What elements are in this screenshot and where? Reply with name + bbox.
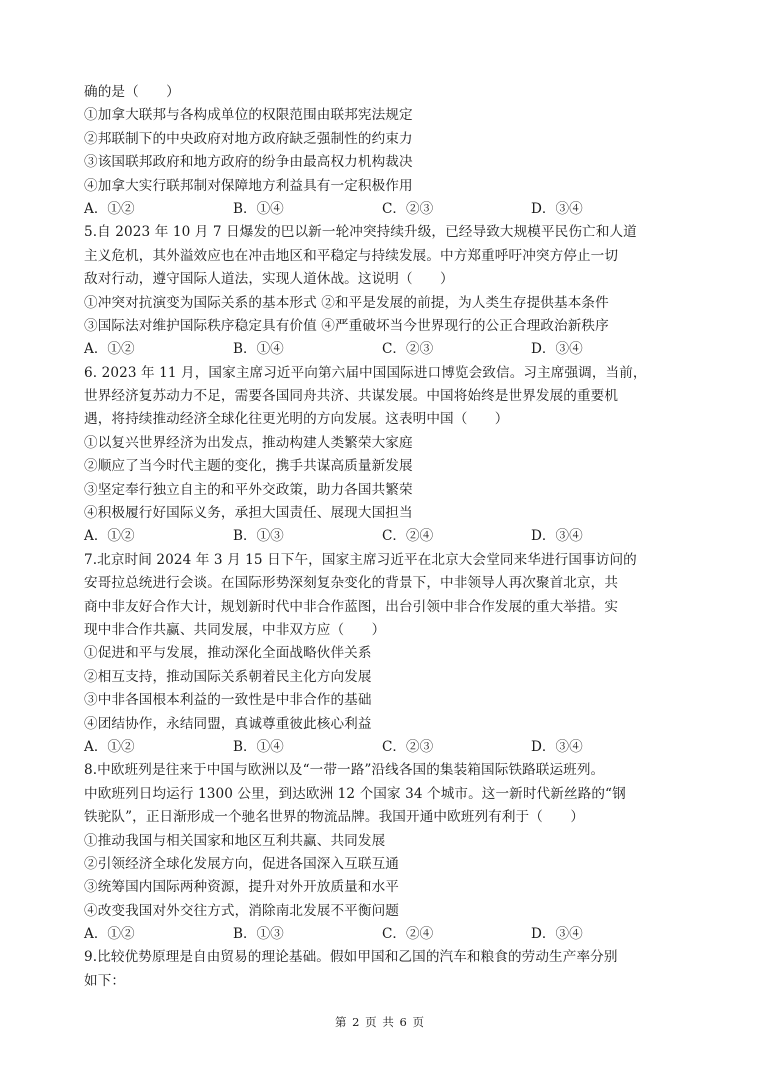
option-a: A．①② xyxy=(84,738,135,755)
question-6-stem-line: 遇，将持续推动经济全球化往更光明的方向发展。这表明中国（ ） xyxy=(84,411,509,428)
question-5-stem-line: 5.自 2023 年 10 月 7 日爆发的巴以新一轮冲突持续升级，已经导致大规模平民伤亡和人道 xyxy=(84,224,637,241)
statement-1: ①推动我国与相关国家和地区互利共赢、共同发展 xyxy=(84,832,386,849)
answer-options xyxy=(84,198,680,221)
option-c: C．②③ xyxy=(382,738,434,755)
option-a: A．①② xyxy=(84,926,135,943)
option-b: B．①④ xyxy=(233,738,284,755)
statement-2: ②顺应了当今时代主题的变化，携手共谋高质量新发展 xyxy=(84,458,413,475)
question-6-stem-line: 6. 2023 年 11 月，国家主席习近平向第六届中国国际进口博览会致信。习主席强调，当前， xyxy=(84,364,647,381)
statements-1-2: ①冲突对抗演变为国际关系的基本形式 ②和平是发展的前提，为人类生存提供基本条件 xyxy=(84,294,609,311)
question-4-stem-end: 确的是（ ） xyxy=(84,84,180,100)
statement-3: ③坚定奉行独立自主的和平外交政策，助力各国共繁荣 xyxy=(84,481,413,498)
option-c: C．②③ xyxy=(382,341,434,358)
statement-4: ④改变我国对外交往方式，消除南北发展不平衡问题 xyxy=(84,902,399,919)
statement-2: ②相互支持，推动国际关系朝着民主化方向发展 xyxy=(84,668,372,685)
statement-4: ④积极履行好国际义务，承担大国责任、展现大国担当 xyxy=(84,505,413,522)
statement-2: ②邦联制下的中央政府对地方政府缺乏强制性的约束力 xyxy=(84,130,413,147)
question-8-stem-line: 中欧班列日均运行 1300 公里，到达欧洲 12 个国家 34 个城市。这一新时代新丝路的“钢 xyxy=(84,785,626,802)
statement-1: ①加拿大联邦与各构成单位的权限范围由联邦宪法规定 xyxy=(84,107,413,124)
answer-options xyxy=(84,736,680,759)
page-number-footer: 第 2 页 共 6 页 xyxy=(335,1015,425,1029)
option-b: B．①③ xyxy=(233,528,284,545)
question-7-stem-line: 安哥拉总统进行会谈。在国际形势深刻复杂变化的背景下，中非领导人再次聚首北京，共 xyxy=(84,575,619,592)
question-8-stem-line: 铁驼队”，正日渐形成一个驰名世界的物流品牌。我国开通中欧班列有利于（ ） xyxy=(84,809,585,826)
option-b: B．①④ xyxy=(233,341,284,358)
question-5-stem-line: 主义危机，其外溢效应也在冲击地区和平稳定与持续发展。中方郑重呼吁冲突方停止一切 xyxy=(84,247,619,264)
answer-options xyxy=(84,923,680,946)
option-d: D．③④ xyxy=(531,528,583,545)
option-c: C．②③ xyxy=(382,200,434,217)
question-6-stem-line: 世界经济复苏动力不足，需要各国同舟共济、共谋发展。中国将始终是世界发展的重要机 xyxy=(84,388,619,405)
question-5-stem-line: 敌对行动，遵守国际人道法，实现人道休战。这说明（ ） xyxy=(84,271,454,288)
statement-2: ②引领经济全球化发展方向，促进各国深入互联互通 xyxy=(84,855,399,872)
option-c: C．②④ xyxy=(382,528,434,545)
question-4 xyxy=(84,81,680,221)
question-7-stem-line: 商中非友好合作大计，规划新时代中非合作蓝图，出台引领中非合作发展的重大举措。实 xyxy=(84,598,619,615)
option-b: B．①③ xyxy=(233,926,284,943)
question-9-stem-line: 9.比较优势原理是自由贸易的理论基础。假如甲国和乙国的汽车和粮食的劳动生产率分别 xyxy=(84,949,618,966)
question-7 xyxy=(84,549,680,760)
option-a: A．①② xyxy=(84,528,135,545)
statement-3: ③该国联邦政府和地方政府的纷争由最高权力机构裁决 xyxy=(84,154,413,171)
statement-4: ④团结协作，永结同盟，真诚尊重彼此核心利益 xyxy=(84,715,372,732)
statement-1: ①促进和平与发展，推动深化全面战略伙伴关系 xyxy=(84,645,372,662)
question-6 xyxy=(84,362,680,549)
statement-1: ①以复兴世界经济为出发点，推动构建人类繁荣大家庭 xyxy=(84,434,413,451)
question-9-stem-line: 如下： xyxy=(84,972,126,989)
option-d: D．③④ xyxy=(531,926,583,943)
statements-3-4: ③国际法对维护国际秩序稳定具有价值 ④严重破坏当今世界现行的公正合理政治新秩序 xyxy=(84,317,609,334)
option-a: A．①② xyxy=(84,341,135,358)
option-d: D．③④ xyxy=(531,341,583,358)
question-8 xyxy=(84,759,680,946)
statement-4: ④加拿大实行联邦制对保障地方利益具有一定积极作用 xyxy=(84,177,413,194)
option-d: D．③④ xyxy=(531,738,583,755)
statement-3: ③中非各国根本利益的一致性是中非合作的基础 xyxy=(84,692,372,709)
question-9 xyxy=(84,946,680,993)
question-5 xyxy=(84,221,680,361)
question-7-stem-line: 7.北京时间 2024 年 3 月 15 日下午，国家主席习近平在北京大会堂同来华进行国事访问的 xyxy=(84,551,637,568)
answer-options xyxy=(84,525,680,548)
option-b: B．①④ xyxy=(233,200,284,217)
answer-options xyxy=(84,338,680,361)
option-d: D．③④ xyxy=(531,200,583,217)
question-7-stem-line: 现中非合作共赢、共同发展，中非双方应（ ） xyxy=(84,621,386,638)
option-a: A．①② xyxy=(84,200,135,217)
statement-3: ③统筹国内国际两种资源，提升对外开放质量和水平 xyxy=(84,879,399,896)
option-c: C．②④ xyxy=(382,926,434,943)
page-content xyxy=(84,81,680,993)
question-8-stem-line: 8.中欧班列是往来于中国与欧洲以及“一带一路”沿线各国的集装箱国际铁路联运班列。 xyxy=(84,762,605,779)
